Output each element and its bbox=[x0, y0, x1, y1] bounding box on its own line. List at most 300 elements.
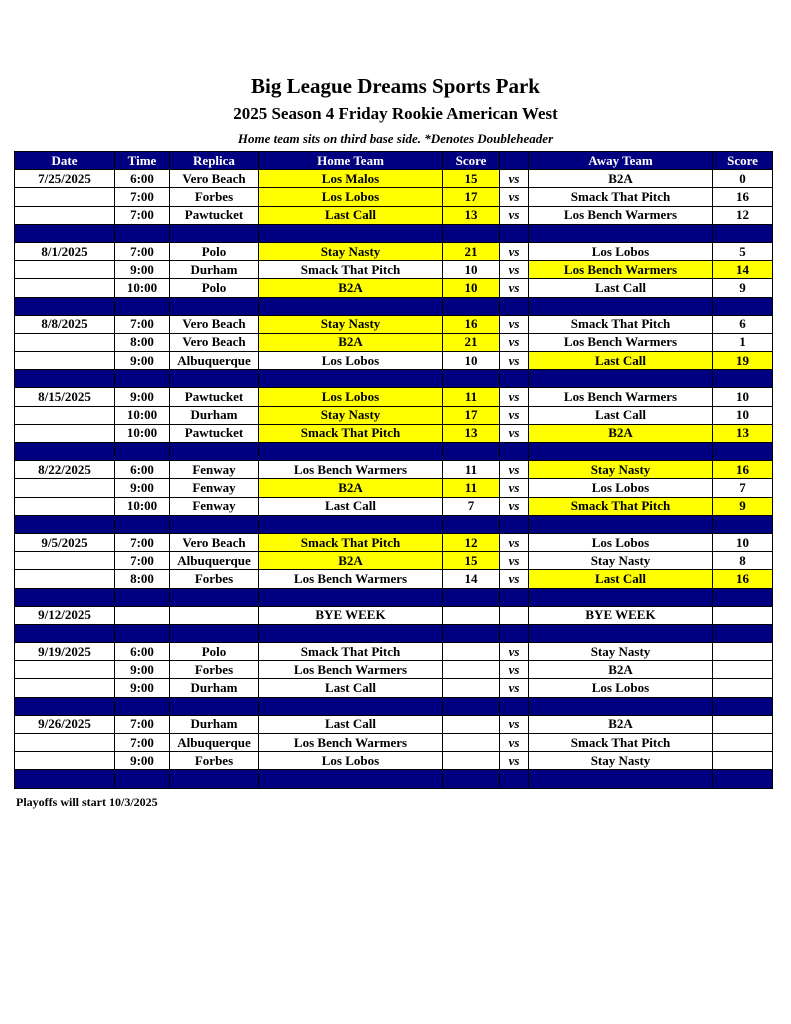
separator-cell bbox=[529, 588, 713, 606]
home-team-cell: Los Lobos bbox=[259, 388, 443, 406]
time-cell: 8:00 bbox=[115, 333, 170, 351]
vs-cell: vs bbox=[500, 497, 529, 515]
away-team-cell: Los Bench Warmers bbox=[529, 206, 713, 224]
col-header-away-team: Away Team bbox=[529, 152, 713, 170]
separator-cell bbox=[259, 370, 443, 388]
separator-cell bbox=[443, 624, 500, 642]
away-team-cell: Los Lobos bbox=[529, 533, 713, 551]
away-score-cell: 16 bbox=[713, 570, 773, 588]
home-team-cell: B2A bbox=[259, 333, 443, 351]
home-score-cell: 17 bbox=[443, 406, 500, 424]
separator-cell bbox=[15, 624, 115, 642]
separator-cell bbox=[529, 515, 713, 533]
vs-cell: vs bbox=[500, 170, 529, 188]
separator-cell bbox=[529, 697, 713, 715]
replica-cell: Albuquerque bbox=[170, 352, 259, 370]
schedule-table bbox=[14, 151, 773, 789]
away-team-cell: Stay Nasty bbox=[529, 752, 713, 770]
separator-cell bbox=[713, 588, 773, 606]
home-score-cell bbox=[443, 643, 500, 661]
separator-cell bbox=[259, 624, 443, 642]
away-score-cell: 9 bbox=[713, 279, 773, 297]
away-team-cell: Los Lobos bbox=[529, 479, 713, 497]
time-cell: 9:00 bbox=[115, 352, 170, 370]
replica-cell: Fenway bbox=[170, 461, 259, 479]
home-team-cell: Los Malos bbox=[259, 170, 443, 188]
time-cell: 7:00 bbox=[115, 242, 170, 260]
away-team-cell: Smack That Pitch bbox=[529, 734, 713, 752]
vs-cell: vs bbox=[500, 424, 529, 442]
home-team-cell: Stay Nasty bbox=[259, 406, 443, 424]
away-team-cell: Los Lobos bbox=[529, 679, 713, 697]
away-score-cell: 12 bbox=[713, 206, 773, 224]
home-team-cell: Los Lobos bbox=[259, 188, 443, 206]
separator-cell bbox=[713, 370, 773, 388]
date-cell: 7/25/2025 bbox=[15, 170, 115, 188]
time-cell bbox=[115, 606, 170, 624]
vs-cell: vs bbox=[500, 752, 529, 770]
home-score-cell: 17 bbox=[443, 188, 500, 206]
separator-cell bbox=[529, 297, 713, 315]
time-cell: 6:00 bbox=[115, 170, 170, 188]
separator-cell bbox=[500, 515, 529, 533]
replica-cell: Forbes bbox=[170, 752, 259, 770]
date-cell bbox=[15, 679, 115, 697]
separator-cell bbox=[170, 588, 259, 606]
separator-cell bbox=[170, 297, 259, 315]
replica-cell bbox=[170, 606, 259, 624]
col-header-vs bbox=[500, 152, 529, 170]
vs-cell: vs bbox=[500, 552, 529, 570]
separator-cell bbox=[443, 370, 500, 388]
vs-cell: vs bbox=[500, 188, 529, 206]
date-cell bbox=[15, 752, 115, 770]
separator-cell bbox=[115, 515, 170, 533]
time-cell: 10:00 bbox=[115, 424, 170, 442]
vs-cell: vs bbox=[500, 679, 529, 697]
vs-cell: vs bbox=[500, 261, 529, 279]
home-score-cell: 15 bbox=[443, 170, 500, 188]
away-score-cell: 0 bbox=[713, 170, 773, 188]
playoffs-note: Playoffs will start 10/3/2025 bbox=[16, 795, 158, 809]
col-header-date: Date bbox=[15, 152, 115, 170]
home-team-cell: Los Bench Warmers bbox=[259, 461, 443, 479]
game-row bbox=[15, 188, 773, 206]
separator-cell bbox=[15, 224, 115, 242]
home-team-cell: Los Bench Warmers bbox=[259, 661, 443, 679]
game-row bbox=[15, 406, 773, 424]
away-score-cell bbox=[713, 752, 773, 770]
separator-cell bbox=[529, 770, 713, 788]
game-row bbox=[15, 388, 773, 406]
replica-cell: Polo bbox=[170, 643, 259, 661]
separator-cell bbox=[443, 588, 500, 606]
home-score-cell: 10 bbox=[443, 352, 500, 370]
replica-cell: Vero Beach bbox=[170, 315, 259, 333]
away-score-cell: 9 bbox=[713, 497, 773, 515]
time-cell: 7:00 bbox=[115, 206, 170, 224]
away-team-cell: B2A bbox=[529, 170, 713, 188]
home-score-cell: 10 bbox=[443, 279, 500, 297]
away-score-cell: 1 bbox=[713, 333, 773, 351]
vs-cell: vs bbox=[500, 479, 529, 497]
date-cell bbox=[15, 406, 115, 424]
separator-cell bbox=[529, 224, 713, 242]
separator-cell bbox=[259, 224, 443, 242]
separator-cell bbox=[713, 297, 773, 315]
away-team-cell: Smack That Pitch bbox=[529, 497, 713, 515]
date-cell bbox=[15, 352, 115, 370]
separator-cell bbox=[15, 443, 115, 461]
time-cell: 7:00 bbox=[115, 552, 170, 570]
home-team-cell: Stay Nasty bbox=[259, 315, 443, 333]
home-score-cell bbox=[443, 734, 500, 752]
away-team-cell: Last Call bbox=[529, 406, 713, 424]
away-score-cell: 19 bbox=[713, 352, 773, 370]
home-team-cell: B2A bbox=[259, 552, 443, 570]
time-cell: 9:00 bbox=[115, 388, 170, 406]
away-team-cell: B2A bbox=[529, 661, 713, 679]
replica-cell: Fenway bbox=[170, 479, 259, 497]
separator-cell bbox=[115, 624, 170, 642]
date-cell bbox=[15, 261, 115, 279]
separator-cell bbox=[713, 443, 773, 461]
date-cell: 8/22/2025 bbox=[15, 461, 115, 479]
game-row bbox=[15, 315, 773, 333]
game-row bbox=[15, 261, 773, 279]
separator-cell bbox=[443, 443, 500, 461]
home-team-cell: Smack That Pitch bbox=[259, 643, 443, 661]
away-team-cell: Los Lobos bbox=[529, 242, 713, 260]
home-score-cell: 21 bbox=[443, 333, 500, 351]
away-team-cell: B2A bbox=[529, 424, 713, 442]
time-cell: 7:00 bbox=[115, 734, 170, 752]
home-score-cell bbox=[443, 679, 500, 697]
game-row bbox=[15, 552, 773, 570]
home-score-cell: 16 bbox=[443, 315, 500, 333]
date-cell: 9/5/2025 bbox=[15, 533, 115, 551]
game-row bbox=[15, 170, 773, 188]
date-cell bbox=[15, 424, 115, 442]
separator-cell bbox=[259, 697, 443, 715]
separator-cell bbox=[259, 515, 443, 533]
away-score-cell: 7 bbox=[713, 479, 773, 497]
separator-cell bbox=[115, 297, 170, 315]
time-cell: 10:00 bbox=[115, 406, 170, 424]
home-team-cell: Stay Nasty bbox=[259, 242, 443, 260]
home-team-cell: B2A bbox=[259, 479, 443, 497]
week-separator bbox=[15, 770, 773, 788]
away-team-cell: Smack That Pitch bbox=[529, 315, 713, 333]
home-team-cell: Last Call bbox=[259, 206, 443, 224]
away-team-cell: Los Bench Warmers bbox=[529, 261, 713, 279]
page-title: Big League Dreams Sports Park bbox=[251, 74, 540, 98]
separator-cell bbox=[713, 770, 773, 788]
separator-cell bbox=[15, 370, 115, 388]
col-header-time: Time bbox=[115, 152, 170, 170]
away-score-cell bbox=[713, 679, 773, 697]
separator-cell bbox=[443, 224, 500, 242]
separator-cell bbox=[529, 443, 713, 461]
separator-cell bbox=[500, 770, 529, 788]
replica-cell: Durham bbox=[170, 406, 259, 424]
time-cell: 9:00 bbox=[115, 679, 170, 697]
separator-cell bbox=[443, 770, 500, 788]
away-score-cell: 14 bbox=[713, 261, 773, 279]
home-team-cell: Smack That Pitch bbox=[259, 424, 443, 442]
replica-cell: Durham bbox=[170, 679, 259, 697]
home-team-cell: BYE WEEK bbox=[259, 606, 443, 624]
time-cell: 7:00 bbox=[115, 715, 170, 733]
date-cell bbox=[15, 188, 115, 206]
home-score-cell bbox=[443, 606, 500, 624]
week-separator bbox=[15, 297, 773, 315]
game-row bbox=[15, 734, 773, 752]
replica-cell: Vero Beach bbox=[170, 333, 259, 351]
replica-cell: Fenway bbox=[170, 497, 259, 515]
col-header-home-team: Home Team bbox=[259, 152, 443, 170]
week-separator bbox=[15, 697, 773, 715]
home-score-cell: 11 bbox=[443, 461, 500, 479]
time-cell: 7:00 bbox=[115, 533, 170, 551]
separator-cell bbox=[500, 624, 529, 642]
col-header-replica: Replica bbox=[170, 152, 259, 170]
away-score-cell: 10 bbox=[713, 406, 773, 424]
week-separator bbox=[15, 588, 773, 606]
vs-cell: vs bbox=[500, 352, 529, 370]
date-cell bbox=[15, 279, 115, 297]
week-separator bbox=[15, 224, 773, 242]
game-row bbox=[15, 752, 773, 770]
game-row bbox=[15, 497, 773, 515]
separator-cell bbox=[115, 224, 170, 242]
separator-cell bbox=[115, 588, 170, 606]
away-score-cell: 16 bbox=[713, 188, 773, 206]
vs-cell: vs bbox=[500, 333, 529, 351]
away-team-cell: Stay Nasty bbox=[529, 643, 713, 661]
away-team-cell: Last Call bbox=[529, 570, 713, 588]
away-score-cell: 6 bbox=[713, 315, 773, 333]
replica-cell: Durham bbox=[170, 261, 259, 279]
home-team-cell: Smack That Pitch bbox=[259, 261, 443, 279]
replica-cell: Vero Beach bbox=[170, 170, 259, 188]
game-row bbox=[15, 424, 773, 442]
home-team-cell: Los Lobos bbox=[259, 752, 443, 770]
separator-cell bbox=[259, 297, 443, 315]
home-team-cell: Los Bench Warmers bbox=[259, 734, 443, 752]
separator-cell bbox=[15, 588, 115, 606]
away-score-cell: 10 bbox=[713, 533, 773, 551]
home-score-cell bbox=[443, 715, 500, 733]
vs-cell: vs bbox=[500, 279, 529, 297]
vs-cell: vs bbox=[500, 715, 529, 733]
game-row bbox=[15, 643, 773, 661]
separator-cell bbox=[115, 697, 170, 715]
separator-cell bbox=[170, 624, 259, 642]
vs-cell: vs bbox=[500, 570, 529, 588]
separator-cell bbox=[115, 770, 170, 788]
home-score-cell: 12 bbox=[443, 533, 500, 551]
home-team-cell: Last Call bbox=[259, 497, 443, 515]
away-score-cell bbox=[713, 643, 773, 661]
table-header-row bbox=[15, 152, 773, 170]
separator-cell bbox=[713, 515, 773, 533]
separator-cell bbox=[15, 515, 115, 533]
separator-cell bbox=[170, 443, 259, 461]
game-row bbox=[15, 333, 773, 351]
game-row bbox=[15, 461, 773, 479]
away-score-cell bbox=[713, 606, 773, 624]
game-row bbox=[15, 279, 773, 297]
time-cell: 7:00 bbox=[115, 188, 170, 206]
replica-cell: Forbes bbox=[170, 188, 259, 206]
away-team-cell: B2A bbox=[529, 715, 713, 733]
separator-cell bbox=[713, 624, 773, 642]
replica-cell: Albuquerque bbox=[170, 552, 259, 570]
home-team-cell: B2A bbox=[259, 279, 443, 297]
separator-cell bbox=[500, 297, 529, 315]
home-score-cell: 15 bbox=[443, 552, 500, 570]
replica-cell: Pawtucket bbox=[170, 424, 259, 442]
away-score-cell: 8 bbox=[713, 552, 773, 570]
replica-cell: Pawtucket bbox=[170, 206, 259, 224]
date-cell bbox=[15, 333, 115, 351]
away-team-cell: Last Call bbox=[529, 279, 713, 297]
separator-cell bbox=[115, 370, 170, 388]
separator-cell bbox=[259, 443, 443, 461]
home-team-cell: Last Call bbox=[259, 715, 443, 733]
away-team-cell: Stay Nasty bbox=[529, 552, 713, 570]
schedule-body bbox=[15, 170, 773, 788]
game-row bbox=[15, 206, 773, 224]
vs-cell: vs bbox=[500, 461, 529, 479]
game-row bbox=[15, 479, 773, 497]
vs-cell: vs bbox=[500, 206, 529, 224]
away-score-cell bbox=[713, 661, 773, 679]
date-cell bbox=[15, 734, 115, 752]
separator-cell bbox=[500, 443, 529, 461]
separator-cell bbox=[713, 224, 773, 242]
vs-cell: vs bbox=[500, 533, 529, 551]
home-score-cell: 11 bbox=[443, 479, 500, 497]
time-cell: 9:00 bbox=[115, 479, 170, 497]
vs-cell: vs bbox=[500, 388, 529, 406]
separator-cell bbox=[443, 697, 500, 715]
date-cell: 8/1/2025 bbox=[15, 242, 115, 260]
date-cell: 8/8/2025 bbox=[15, 315, 115, 333]
separator-cell bbox=[529, 370, 713, 388]
away-score-cell: 5 bbox=[713, 242, 773, 260]
game-row bbox=[15, 352, 773, 370]
date-cell bbox=[15, 206, 115, 224]
vs-cell: vs bbox=[500, 734, 529, 752]
time-cell: 9:00 bbox=[115, 752, 170, 770]
date-cell: 8/15/2025 bbox=[15, 388, 115, 406]
separator-cell bbox=[15, 297, 115, 315]
home-score-cell bbox=[443, 661, 500, 679]
replica-cell: Pawtucket bbox=[170, 388, 259, 406]
home-team-cell: Los Bench Warmers bbox=[259, 570, 443, 588]
time-cell: 9:00 bbox=[115, 661, 170, 679]
vs-cell: vs bbox=[500, 315, 529, 333]
week-separator bbox=[15, 624, 773, 642]
col-header-away-score: Score bbox=[713, 152, 773, 170]
time-cell: 6:00 bbox=[115, 643, 170, 661]
separator-cell bbox=[15, 770, 115, 788]
separator-cell bbox=[500, 370, 529, 388]
separator-cell bbox=[443, 515, 500, 533]
week-separator bbox=[15, 515, 773, 533]
home-team-cell: Smack That Pitch bbox=[259, 533, 443, 551]
game-row bbox=[15, 570, 773, 588]
date-cell bbox=[15, 479, 115, 497]
home-team-cell: Last Call bbox=[259, 679, 443, 697]
home-score-cell bbox=[443, 752, 500, 770]
separator-cell bbox=[259, 770, 443, 788]
separator-cell bbox=[15, 697, 115, 715]
separator-cell bbox=[443, 297, 500, 315]
away-score-cell: 16 bbox=[713, 461, 773, 479]
away-team-cell: Last Call bbox=[529, 352, 713, 370]
time-cell: 10:00 bbox=[115, 497, 170, 515]
away-score-cell: 13 bbox=[713, 424, 773, 442]
separator-cell bbox=[500, 697, 529, 715]
time-cell: 8:00 bbox=[115, 570, 170, 588]
replica-cell: Polo bbox=[170, 279, 259, 297]
replica-cell: Vero Beach bbox=[170, 533, 259, 551]
schedule-note: Home team sits on third base side. *Denotes Doubleheader bbox=[237, 131, 554, 146]
away-score-cell: 10 bbox=[713, 388, 773, 406]
replica-cell: Polo bbox=[170, 242, 259, 260]
game-row bbox=[15, 242, 773, 260]
away-team-cell: Los Bench Warmers bbox=[529, 388, 713, 406]
game-row bbox=[15, 679, 773, 697]
home-score-cell: 10 bbox=[443, 261, 500, 279]
time-cell: 9:00 bbox=[115, 261, 170, 279]
away-team-cell: Los Bench Warmers bbox=[529, 333, 713, 351]
date-cell: 9/26/2025 bbox=[15, 715, 115, 733]
game-row bbox=[15, 606, 773, 624]
date-cell: 9/12/2025 bbox=[15, 606, 115, 624]
game-row bbox=[15, 715, 773, 733]
date-cell bbox=[15, 661, 115, 679]
vs-cell: vs bbox=[500, 661, 529, 679]
replica-cell: Forbes bbox=[170, 661, 259, 679]
home-score-cell: 13 bbox=[443, 424, 500, 442]
separator-cell bbox=[170, 224, 259, 242]
separator-cell bbox=[259, 588, 443, 606]
away-score-cell bbox=[713, 734, 773, 752]
vs-cell: vs bbox=[500, 643, 529, 661]
separator-cell bbox=[500, 224, 529, 242]
week-separator bbox=[15, 443, 773, 461]
away-score-cell bbox=[713, 715, 773, 733]
game-row bbox=[15, 661, 773, 679]
separator-cell bbox=[170, 370, 259, 388]
vs-cell: vs bbox=[500, 242, 529, 260]
separator-cell bbox=[529, 624, 713, 642]
game-row bbox=[15, 533, 773, 551]
separator-cell bbox=[115, 443, 170, 461]
separator-cell bbox=[170, 770, 259, 788]
date-cell: 9/19/2025 bbox=[15, 643, 115, 661]
page-subtitle: 2025 Season 4 Friday Rookie American West bbox=[233, 104, 558, 123]
date-cell bbox=[15, 497, 115, 515]
replica-cell: Forbes bbox=[170, 570, 259, 588]
separator-cell bbox=[713, 697, 773, 715]
away-team-cell: Stay Nasty bbox=[529, 461, 713, 479]
time-cell: 10:00 bbox=[115, 279, 170, 297]
